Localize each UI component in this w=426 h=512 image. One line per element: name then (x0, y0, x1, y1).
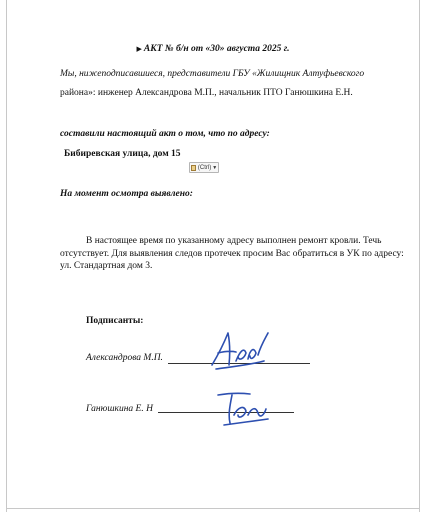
compose-line: составили настоящий акт о том, что по адресу: (60, 129, 270, 139)
chevron-down-icon: ▼ (212, 164, 218, 171)
page-right-edge (419, 0, 420, 512)
page-bottom-edge (6, 508, 420, 509)
intro-line-1: Мы, нижеподписавшиеся, представители ГБУ «Жилищник Алтуфьевского (60, 69, 365, 79)
handwritten-signature (206, 325, 274, 373)
paragraph-marker-icon: ▶ (136, 45, 142, 53)
body-text: В настоящее время по указанному адресу выполнен ремонт кровли. Течь отсутствует. Для выявления следов протечек просим Вас обратиться в УК по адресу: ул. Стандартная дом 3. (60, 236, 404, 271)
signer-name: Ганюшкина Е. Н (86, 404, 153, 414)
page-left-edge (6, 0, 7, 512)
document-title (0, 44, 426, 54)
moment-heading: На момент осмотра выявлено: (60, 189, 193, 199)
document-title-text: АКТ № б/н от «30» августа 2025 г. (143, 44, 290, 54)
signers-heading: Подписанты: (86, 316, 144, 326)
address-text: Бибиревская улица, дом 15 (64, 149, 181, 159)
signer-name: Александрова М.П. (86, 353, 163, 363)
handwritten-signature (210, 385, 276, 429)
clipboard-icon (191, 165, 196, 171)
intro-line-2: района»: инженер Александрова М.П., начальник ПТО Ганюшкина Е.Н. (60, 88, 353, 98)
body-paragraph (60, 235, 404, 273)
paste-options-button[interactable] (189, 162, 219, 173)
paste-options-label: (Ctrl) (197, 164, 212, 171)
